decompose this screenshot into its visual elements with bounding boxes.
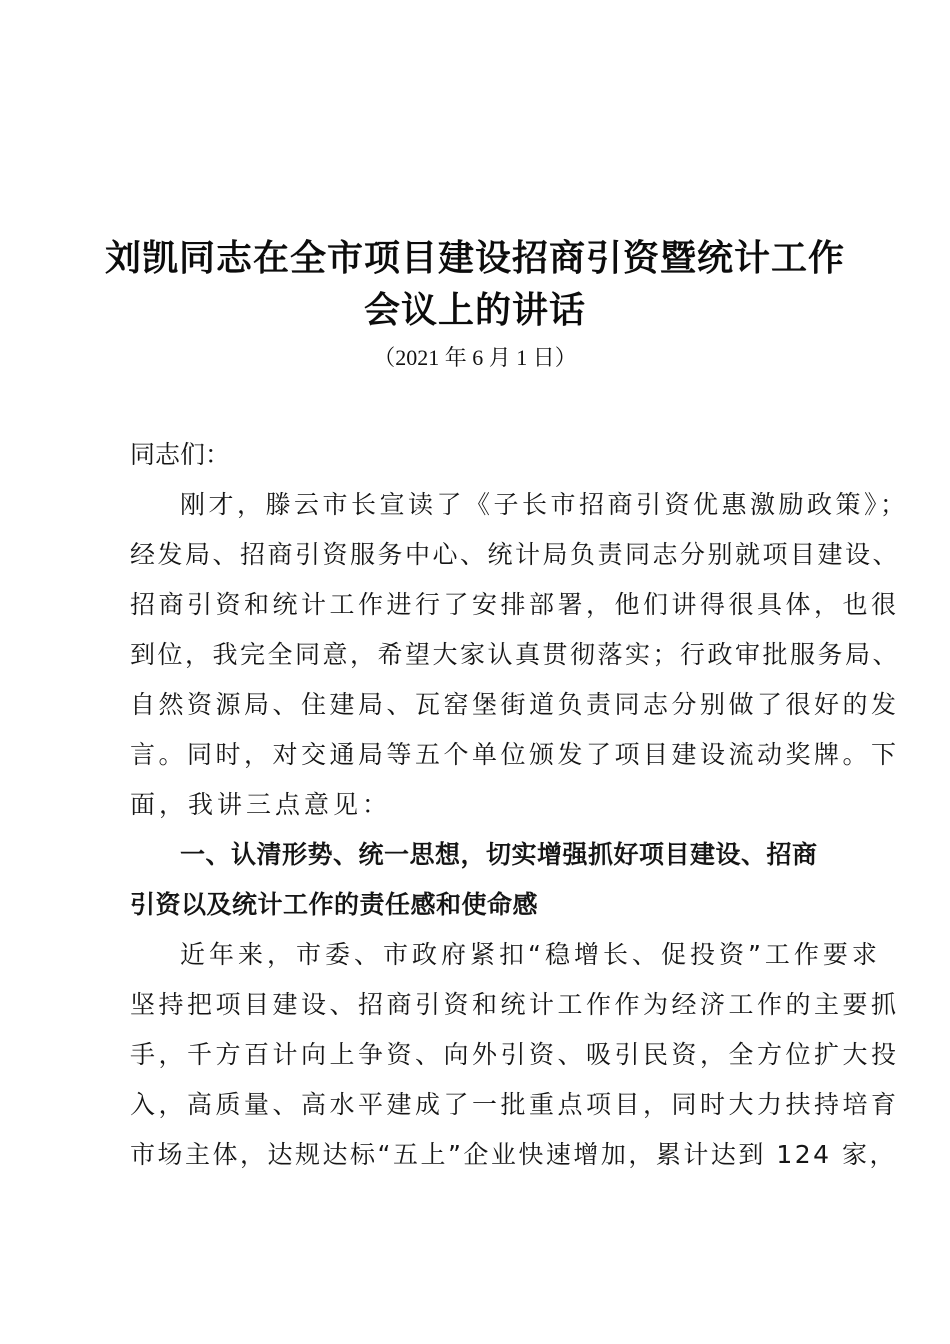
speech-date: （2021 年 6 月 1 日）: [373, 345, 577, 370]
paragraph-1-line-4: 到位，我完全同意，希望大家认真贯彻落实；行政审批服务局、: [130, 640, 901, 669]
paragraph-1-line-5: 自然资源局、住建局、瓦窑堡街道负责同志分别做了很好的发: [130, 690, 900, 719]
paragraph-1-line-1: 刚才，滕云市长宣读了《子长市招商引资优惠激励政策》；: [180, 490, 909, 519]
paragraph-1-line-6: 言。同时，对交通局等五个单位颁发了项目建设流动奖牌。下: [130, 740, 900, 769]
paragraph-1-line-2: 经发局、招商引资服务中心、统计局负责同志分别就项目建设、: [130, 540, 901, 569]
document-title-line-1: 刘凯同志在全市项目建设招商引资暨统计工作: [104, 237, 845, 279]
paragraph-2-line-4: 入，高质量、高水平建成了一批重点项目，同时大力扶持培育: [130, 1090, 900, 1119]
paragraph-2-line-3: 手，千方百计向上争资、向外引资、吸引民资，全方位扩大投: [130, 1040, 900, 1069]
section-heading-1-line-1: 一、认清形势、统一思想，切实增强抓好项目建设、招商: [180, 840, 818, 869]
section-heading-1-line-2: 引资以及统计工作的责任感和使命感: [130, 890, 539, 919]
salutation: 同志们：: [130, 440, 231, 469]
paragraph-2-line-1: 近年来，市委、市政府紧扣“稳增长、促投资”工作要求: [180, 940, 881, 969]
paragraph-1-line-7: 面，我讲三点意见：: [130, 790, 392, 819]
paragraph-1-line-3: 招商引资和统计工作进行了安排部署，他们讲得很具体，也很: [130, 590, 900, 619]
document-title-line-2: 会议上的讲话: [363, 289, 586, 331]
paragraph-2-line-5: 市场主体，达规达标“五上”企业快速增加，累计达到 124 家，: [130, 1140, 898, 1169]
paragraph-2-line-2: 坚持把项目建设、招商引资和统计工作作为经济工作的主要抓: [130, 990, 900, 1019]
